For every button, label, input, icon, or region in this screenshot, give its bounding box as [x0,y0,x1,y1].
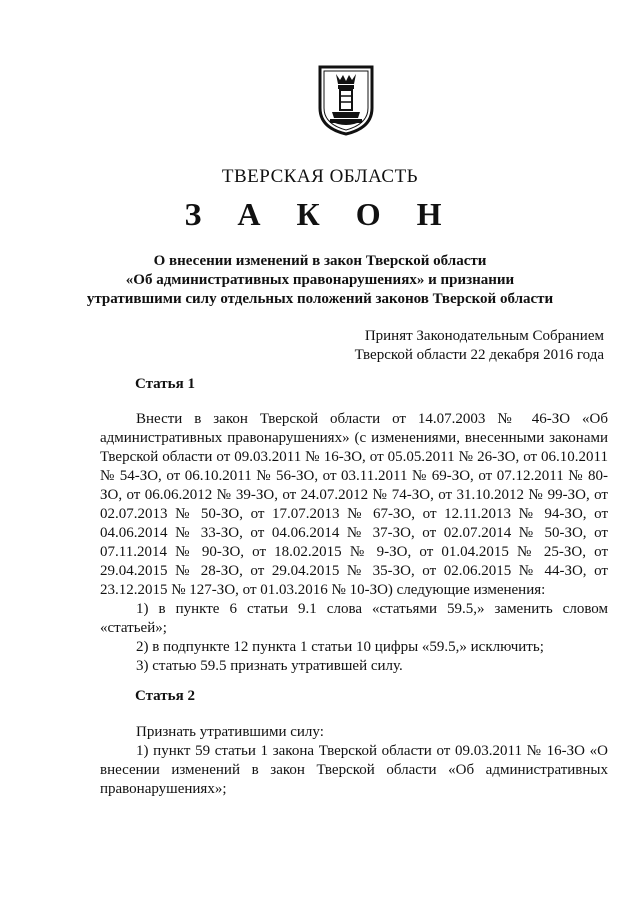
article-2-body [100,723,608,799]
article-1-item: 1) в пункте 6 статьи 9.1 слова «статьями 59.5,» заменить словом «статьей»; [100,601,608,636]
subtitle-line: О внесении изменений в закон Тверской области [153,253,487,269]
region-name: ТВЕРСКАЯ ОБЛАСТЬ [221,166,419,187]
document-type-title: З А К О Н [184,196,456,232]
article-1-body [100,410,608,676]
subtitle-line: утратившими силу отдельных положений законов Тверской области [86,291,554,307]
coat-of-arms-emblem [316,64,376,136]
adoption-note [355,327,604,365]
adoption-line: Тверской области 22 декабря 2016 года [354,347,604,363]
law-subtitle [0,252,640,309]
adoption-line: Принят Законодательным Собранием [364,328,604,344]
article-2-heading: Статья 2 [135,688,195,704]
article-1-intro: Внести в закон Тверской области от 14.07.2003 № 46-ЗО «Об административных правонарушениях» (с изменениями, внесенными законами Тверской области от 09.03.2011 № 16-ЗО, от 05.05.2011 № 26-ЗО, от 06.10.2011 № 54-ЗО, от 06.10.2011 № 56-ЗО, от 03.11.2011 № 69-ЗО, от 07.12.2011 № 80-ЗО, от 06.06.2012 № 39-ЗО, от 24.07.2012 № 74-ЗО, от 31.10.2012 № 99-ЗО, от 02.07.2013 № 50-ЗО, от 17.07.2013 № 67-ЗО, от 12.11.2013 № 94-ЗО, от 04.06.2014 № 33-ЗО, от 04.06.2014 № 37-ЗО, от 02.07.2014 № 50-ЗО, от 07.11.2014 № 90-ЗО, от 18.02.2015 № 9-ЗО, от 01.04.2015 № 25-ЗО, от 29.04.2015 № 28-ЗО, от 29.04.2015 № 35-ЗО, от 02.06.2015 № 44-ЗО, от 23.12.2015 № 127-ЗО, от 01.03.2016 № 10-ЗО) следующие изменения: [100,411,608,598]
article-2-intro: Признать утратившими силу: [136,724,324,740]
subtitle-line: «Об административных правонарушениях» и признании [125,272,515,288]
article-1-item: 3) статью 59.5 признать утратившей силу. [136,658,403,674]
article-1-item: 2) в подпункте 12 пункта 1 статьи 10 цифры «59.5,» исключить; [136,639,544,655]
article-2-item: 1) пункт 59 статьи 1 закона Тверской области от 09.03.2011 № 16-ЗО «О внесении изменений в закон Тверской области «Об административных правонарушениях»; [100,743,608,797]
article-1-heading: Статья 1 [135,376,195,392]
